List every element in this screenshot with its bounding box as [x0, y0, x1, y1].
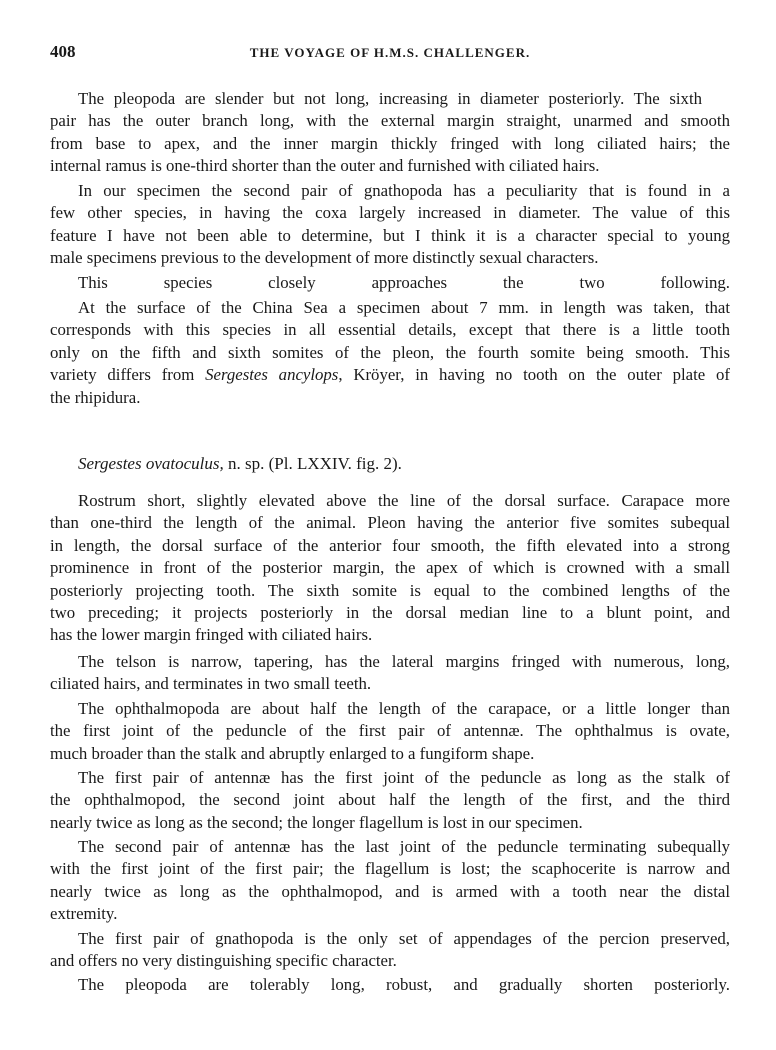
- text-line: nearly twice as long as the second; the longer flagellum is lost in our specimen.: [50, 812, 583, 832]
- running-head: THE VOYAGE OF H.M.S. CHALLENGER.: [249, 45, 531, 60]
- text-line: Rostrum short, slightly elevated above the line of the dorsal surface. Carapace more: [78, 491, 730, 510]
- text-line: with the first joint of the first pair; the flagellum is lost; the scaphocerite is narrow and: [50, 859, 730, 879]
- text-line: the ophthalmopod, the second joint about half the length of the first, and the third: [50, 790, 730, 810]
- text-line: in length, the dorsal surface of the anterior four smooth, the fifth elevated into a strong: [50, 535, 730, 555]
- text-line: internal ramus is one-third shorter than the outer and furnished with ciliated hairs.: [50, 156, 600, 176]
- text-line: few other species, in having the coxa largely increased in diameter. The value of this: [50, 203, 730, 223]
- text-line: much broader than the stalk and abruptly enlarged to a fungiform shape.: [50, 743, 535, 763]
- text-line: feature I have not been able to determine, but I think it is a character special to young: [50, 225, 730, 245]
- text-line: only on the fifth and sixth somites of the pleon, the fourth somite being smooth. This: [50, 342, 730, 362]
- paragraph-telson: [50, 651, 730, 696]
- text-line: and offers no very distinguishing specific character.: [50, 951, 397, 971]
- paragraph-first-antennae: [50, 767, 730, 834]
- text-line: In our specimen the second pair of gnathopoda has a peculiarity that is found in a: [78, 181, 730, 200]
- text-line: The ophthalmopoda are about half the length of the carapace, or a little longer than: [78, 699, 730, 718]
- text-line: the rhipidura.: [50, 387, 141, 407]
- text-line: has the lower margin fringed with ciliated hairs.: [50, 625, 373, 645]
- text-line: The pleopoda are tolerably long, robust, and gradually shorten posteriorly.: [78, 975, 730, 994]
- text-line: male specimens previous to the development of more distinctly sexual characters.: [50, 248, 599, 268]
- text-line: corresponds with this species in all essential details, except that there is a little tooth: [50, 320, 730, 340]
- paragraph-ophthalmopoda: [50, 698, 730, 765]
- text-line: than one-third the length of the animal. Pleon having the anterior five somites subequal: [50, 513, 730, 533]
- text-line: nearly twice as long as the ophthalmopod, and is armed with a tooth near the distal: [50, 881, 730, 901]
- paragraph-china-sea: [50, 297, 730, 409]
- paragraph-pleopoda-sixth-pair: [50, 88, 730, 178]
- text-line: two preceding; it projects posteriorly in the dorsal median line to a blunt point, and: [50, 603, 730, 623]
- text-line: The pleopoda are slender but not long, increasing in diameter posteriorly. The sixth: [78, 89, 702, 108]
- text-line: pair has the outer branch long, with the external margin straight, unarmed and smooth: [50, 111, 730, 131]
- species-reference: n. sp. (Pl. LXXIV. fig. 2).: [223, 454, 402, 473]
- text-line: ciliated hairs, and terminates in two small teeth.: [50, 674, 372, 694]
- page-number: 408: [50, 42, 76, 61]
- text-line: This species closely approaches the two following.: [78, 273, 730, 292]
- taxon-name: Sergestes ancylops: [205, 365, 339, 385]
- text-line: extremity.: [50, 904, 118, 924]
- paragraph-gnathopoda-peculiarity: [50, 180, 730, 270]
- species-heading: [78, 454, 402, 474]
- text-line: prominence in front of the posterior margin, the apex of which is crowned with a small: [50, 558, 730, 578]
- text-line: The telson is narrow, tapering, has the lateral margins fringed with numerous, long,: [78, 652, 730, 671]
- page-header: [50, 42, 730, 64]
- species-name: Sergestes ovatoculus,: [78, 454, 224, 473]
- paragraph-approaches: [50, 272, 730, 294]
- paragraph-rostrum: [50, 490, 730, 647]
- text-line: from base to apex, and the inner margin thickly fringed with long ciliated hairs; the: [50, 133, 730, 153]
- paragraph-second-antennae: [50, 836, 730, 926]
- text-line: variety differs from Sergestes ancylops, Kröyer, in having no tooth on the outer plate of: [50, 365, 730, 385]
- text-line: the first joint of the peduncle of the first pair of antennæ. The ophthalmus is ovate,: [50, 721, 730, 741]
- paragraph-pleopoda-robust: [50, 974, 730, 996]
- text-line: The first pair of gnathopoda is the only set of appendages of the percion preserved,: [78, 929, 730, 948]
- text-line: At the surface of the China Sea a specimen about 7 mm. in length was taken, that: [78, 298, 730, 317]
- text-line: The second pair of antennæ has the last joint of the peduncle terminating subequally: [78, 837, 730, 856]
- text-line: The first pair of antennæ has the first joint of the peduncle as long as the stalk of: [78, 768, 730, 787]
- text-line: posteriorly projecting tooth. The sixth somite is equal to the combined lengths of the: [50, 580, 730, 600]
- paragraph-gnathopoda: [50, 928, 730, 973]
